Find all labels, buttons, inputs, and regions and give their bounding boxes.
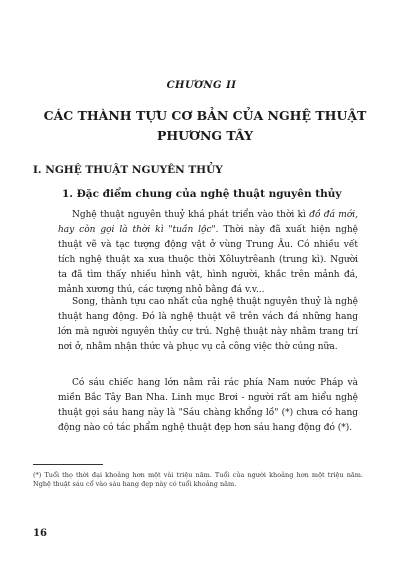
section-heading: I. NGHỆ THUẬT NGUYÊN THỦY: [33, 164, 223, 176]
paragraph-1-italic: đồ đá mới, hay còn gọi là thời kì "tuần lộc": [58, 210, 358, 235]
page-number: 16: [33, 528, 47, 539]
paragraph-2-text: Song, thành tựu cao nhất của nghệ thuật nguyên thuỷ là nghệ thuật hang động. Đó là nghệ thuật vẽ trên vách đá những hang lớn mà người nguyên thủy cư trú. Nghệ thuật này nhằm trang trí nơi ở, nhằm nhận thức và phục vụ cả công việc thờ cúng nữa.: [58, 297, 358, 352]
footnote-divider: [33, 464, 103, 465]
paragraph-1-lead: Nghệ thuật nguyên thuỷ khá phát triển vào thời kì: [72, 210, 310, 220]
paragraph-1-text: [58, 208, 358, 298]
paragraph-2: [58, 295, 358, 355]
paragraph-1: [58, 208, 358, 298]
subsection-heading: 1. Đặc điểm chung của nghệ thuật nguyên thủy: [62, 188, 342, 200]
paragraph-3-text: Có sáu chiếc hang lớn nằm rải rác phía Nam nước Pháp và miền Bắc Tây Ban Nha. Linh mục Brơi - người rất am hiểu nghệ thuật gọi sáu hang này là "Sáu chàng khổng lồ" (*) chưa có hang động nào có tác phẩm nghệ thuật đẹp hơn sáu hang động đó (*).: [58, 378, 358, 433]
chapter-label: CHƯƠNG II: [166, 80, 237, 91]
paragraph-1-rest: . Thời này đã xuất hiện nghệ thuật vẽ và tạc tượng động vật ở vùng Trung Âu. Có nhiều vết tích nghệ thuật xa xưa thuộc thời Xôluytrêanh (trung kì). Người ta đã tìm thấy nhiều hình vật, hình người, khắc trên mảnh đá, mảnh xương thú, các tượng nhỏ bằng đá v.v...: [58, 225, 359, 295]
chapter-title: CÁC THÀNH TỰU CƠ BẢN CỦA NGHỆ THUẬT PHƯƠNG TÂY: [43, 108, 367, 143]
footnote: (*) Tuổi thọ thời đại khoảng hơn một vài triệu năm. Tuổi của người khoảng hơn một triệu năm. Nghệ thuật sáu cổ vào sáu hang đẹp này có tuổi khoảng năm.: [33, 471, 363, 488]
paragraph-3: [58, 376, 358, 436]
